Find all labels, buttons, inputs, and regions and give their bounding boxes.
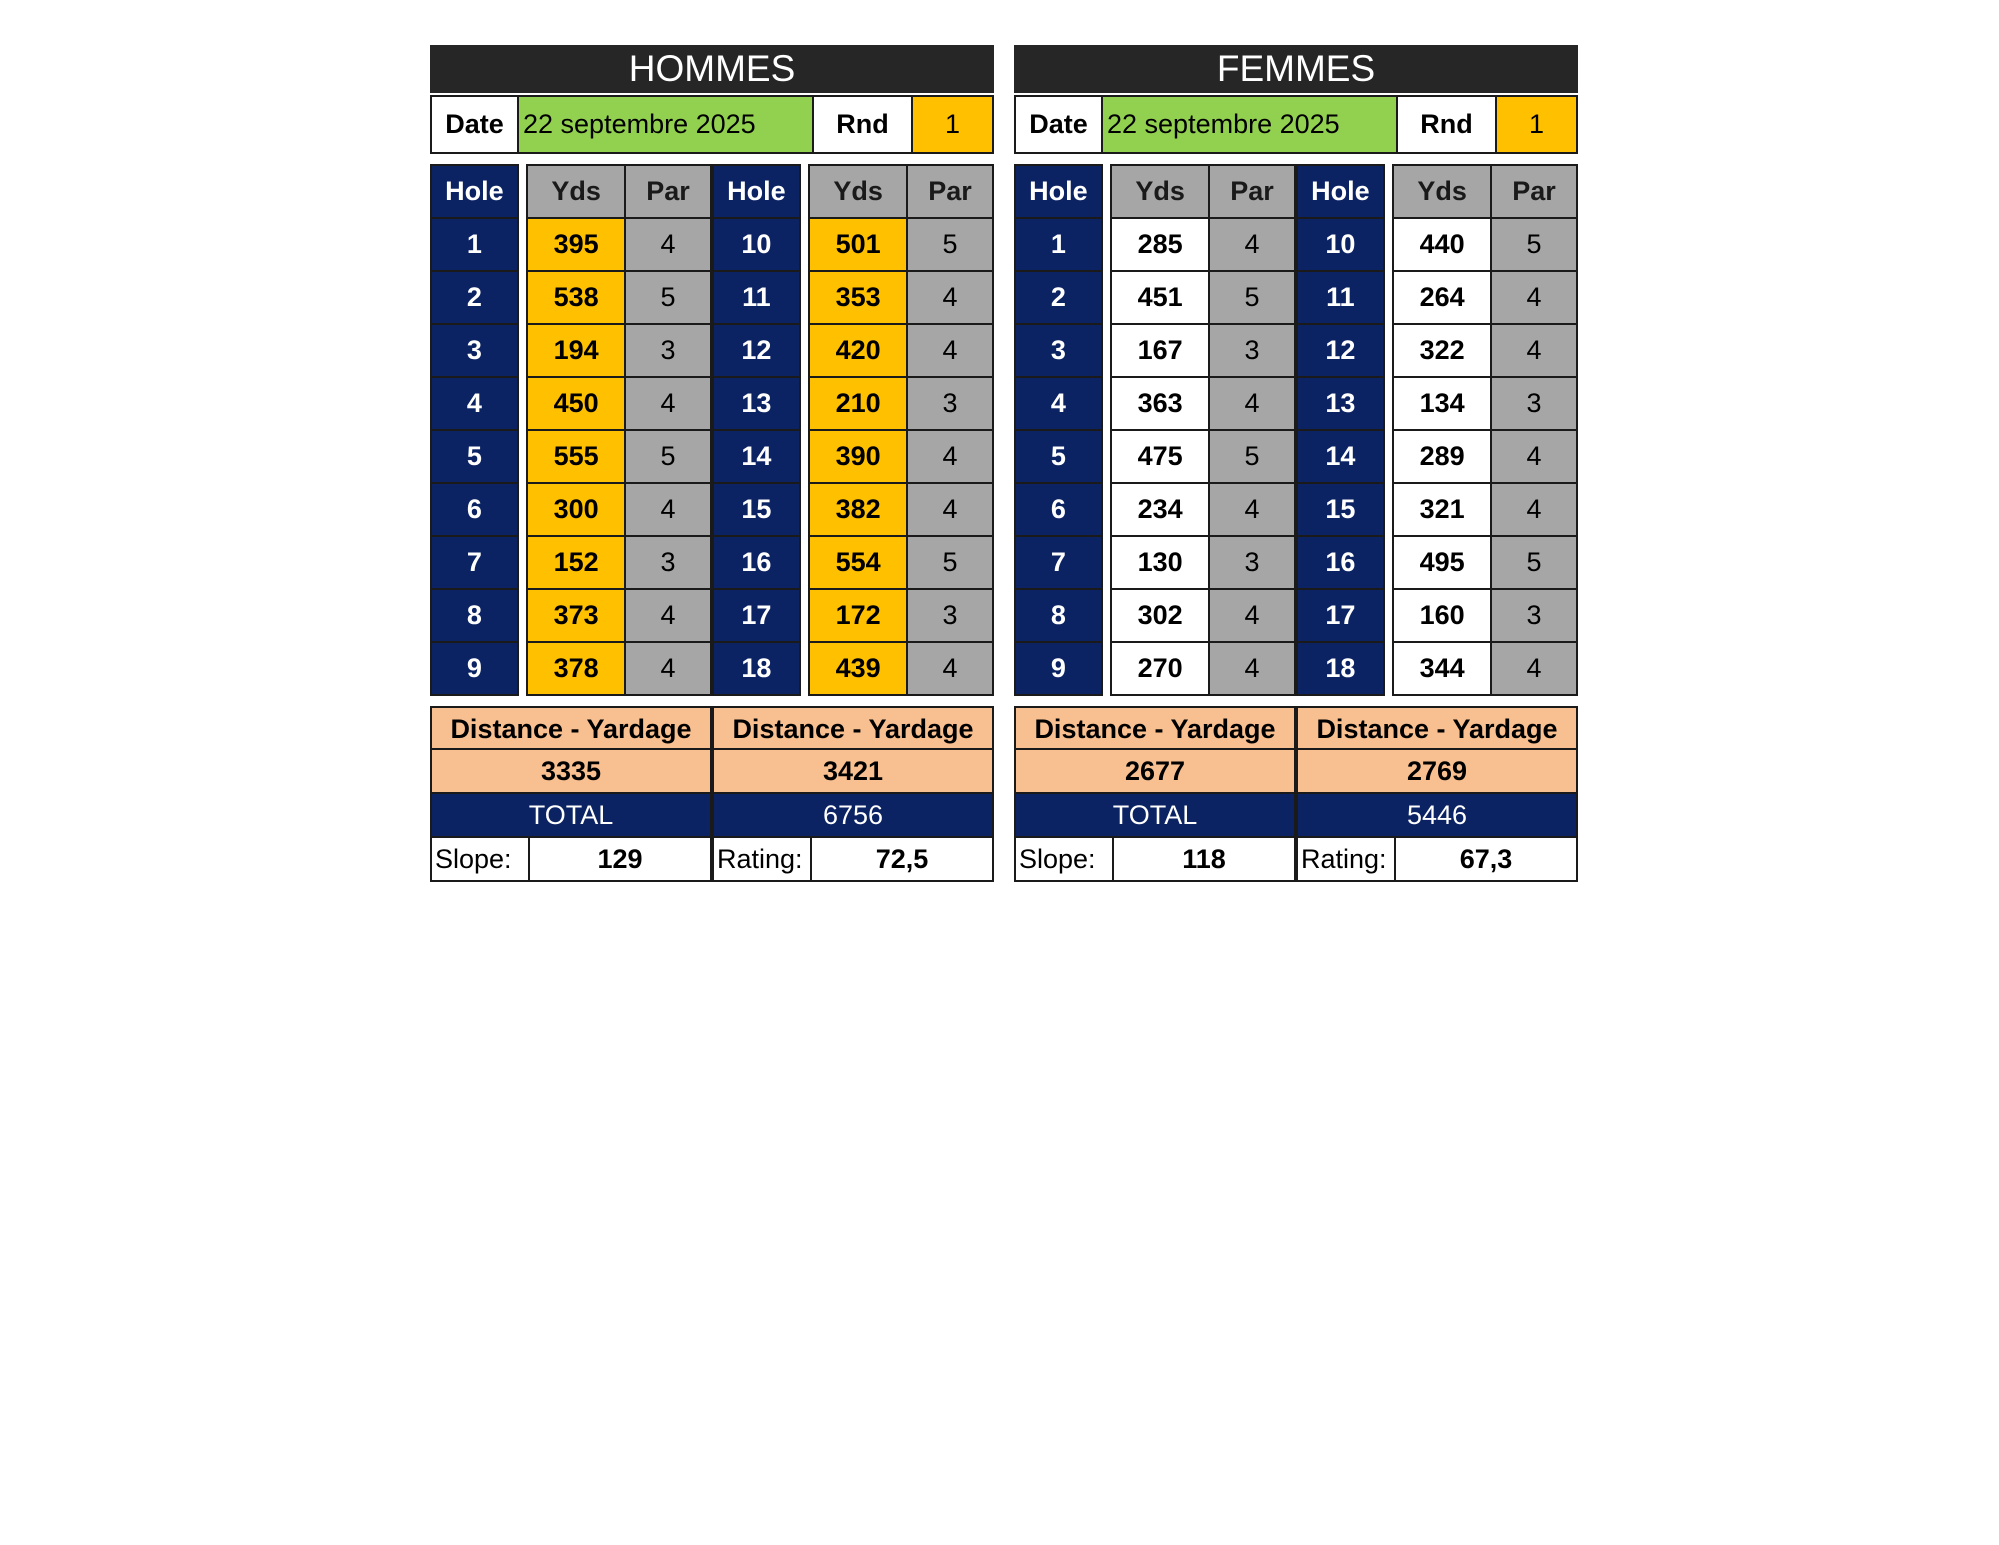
par-cell: 5 [1491,218,1577,271]
table-row [1015,324,1295,377]
yardage-cell: 440 [1393,218,1491,271]
men-date-label: Date [432,97,519,152]
par-cell: 5 [1209,430,1295,483]
yardage-cell: 554 [809,536,907,589]
par-cell: 4 [1209,483,1295,536]
table-row [1297,218,1577,271]
par-cell: 4 [1491,271,1577,324]
par-cell: 4 [625,589,711,642]
table-row [1015,536,1295,589]
rating-row [712,838,994,882]
yardage-cell: 167 [1111,324,1209,377]
yardage-cell: 475 [1111,430,1209,483]
par-cell: 4 [907,483,993,536]
par-cell: 4 [1209,377,1295,430]
total-value: 5446 [1296,794,1578,838]
women-holes [1014,164,1578,696]
hole-number: 11 [1297,271,1384,324]
distance-heading: Distance - Yardage [430,706,712,750]
par-cell: 5 [625,430,711,483]
hole-number: 4 [1015,377,1102,430]
yardage-cell: 322 [1393,324,1491,377]
women-back-nine-table [1296,164,1578,696]
par-cell: 4 [907,271,993,324]
hole-number: 17 [1297,589,1384,642]
women-title: FEMMES [1014,45,1578,93]
yardage-cell: 501 [809,218,907,271]
hole-number: 15 [1297,483,1384,536]
par-cell: 4 [1491,430,1577,483]
women-date-row [1014,95,1578,154]
slope-value: 118 [1182,844,1226,874]
hole-number: 2 [431,271,518,324]
hole-number: 7 [1015,536,1102,589]
hole-number: 15 [713,483,800,536]
slope-row [1014,838,1296,882]
yardage-cell: 264 [1393,271,1491,324]
yardage-cell: 450 [527,377,625,430]
table-header-row [1297,165,1577,218]
total-value: 6756 [712,794,994,838]
par-header: Par [907,165,993,218]
yds-header: Yds [1393,165,1491,218]
hole-number: 11 [713,271,800,324]
hole-number: 13 [713,377,800,430]
hole-number: 10 [713,218,800,271]
hole-number: 9 [1015,642,1102,695]
hole-header: Hole [431,165,518,218]
table-row [1297,377,1577,430]
yardage-cell: 439 [809,642,907,695]
table-row [1015,271,1295,324]
men-round-value: 1 [913,97,992,152]
table-row [713,589,993,642]
yardage-cell: 378 [527,642,625,695]
hole-number: 1 [1015,218,1102,271]
yardage-cell: 134 [1393,377,1491,430]
rating-label: Rating: [1298,838,1396,880]
yardage-cell: 451 [1111,271,1209,324]
hole-number: 2 [1015,271,1102,324]
par-cell: 3 [1491,377,1577,430]
yardage-cell: 270 [1111,642,1209,695]
par-header: Par [1209,165,1295,218]
table-row [1297,483,1577,536]
table-row [431,430,711,483]
par-header: Par [1491,165,1577,218]
yardage-cell: 234 [1111,483,1209,536]
men-title: HOMMES [430,45,994,93]
par-cell: 3 [1491,589,1577,642]
par-cell: 4 [1209,218,1295,271]
men-front-summary [430,706,712,882]
hole-number: 3 [1015,324,1102,377]
hole-header: Hole [713,165,800,218]
men-holes [430,164,994,696]
yardage-cell: 302 [1111,589,1209,642]
yardage-cell: 363 [1111,377,1209,430]
total-label: TOTAL [430,794,712,838]
hole-number: 13 [1297,377,1384,430]
men-back-summary [712,706,994,882]
par-cell: 3 [625,324,711,377]
table-row [713,324,993,377]
table-row [431,483,711,536]
women-round-value: 1 [1497,97,1576,152]
par-cell: 4 [1491,483,1577,536]
distance-heading: Distance - Yardage [1296,706,1578,750]
yds-header: Yds [527,165,625,218]
par-cell: 5 [1209,271,1295,324]
yardage-cell: 300 [527,483,625,536]
hole-number: 4 [431,377,518,430]
table-row [1015,483,1295,536]
table-header-row [431,165,711,218]
table-row [1015,642,1295,695]
table-row [713,483,993,536]
par-cell: 4 [625,483,711,536]
men-scorecard [430,45,994,882]
par-cell: 3 [907,377,993,430]
hole-number: 8 [1015,589,1102,642]
par-cell: 4 [1209,642,1295,695]
yardage-cell: 194 [527,324,625,377]
hole-number: 5 [431,430,518,483]
yardage-cell: 538 [527,271,625,324]
women-date-label: Date [1016,97,1103,152]
hole-number: 1 [431,218,518,271]
women-scorecard [1014,45,1578,882]
women-front-nine-table [1014,164,1296,696]
table-row [431,642,711,695]
yardage-cell: 382 [809,483,907,536]
rating-value: 72,5 [875,844,929,874]
hole-number: 5 [1015,430,1102,483]
hole-number: 14 [713,430,800,483]
front-distance: 2677 [1014,750,1296,794]
yardage-cell: 495 [1393,536,1491,589]
yardage-cell: 555 [527,430,625,483]
table-row [713,377,993,430]
yardage-cell: 321 [1393,483,1491,536]
hole-number: 14 [1297,430,1384,483]
hole-number: 18 [1297,642,1384,695]
distance-heading: Distance - Yardage [712,706,994,750]
par-cell: 3 [625,536,711,589]
table-row [1015,218,1295,271]
yardage-cell: 160 [1393,589,1491,642]
yardage-cell: 130 [1111,536,1209,589]
hole-number: 16 [1297,536,1384,589]
table-row [431,589,711,642]
yardage-cell: 289 [1393,430,1491,483]
women-totals [1014,706,1578,882]
men-date-value: 22 septembre 2025 [519,97,814,152]
back-distance: 3421 [712,750,994,794]
table-row [1297,536,1577,589]
men-back-nine-table [712,164,994,696]
table-row [713,536,993,589]
hole-number: 6 [431,483,518,536]
women-back-summary [1296,706,1578,882]
table-row [431,271,711,324]
hole-number: 9 [431,642,518,695]
par-cell: 4 [1491,642,1577,695]
table-row [1297,589,1577,642]
yardage-cell: 353 [809,271,907,324]
rating-label: Rating: [714,838,812,880]
hole-number: 10 [1297,218,1384,271]
table-row [1015,589,1295,642]
table-row [1297,430,1577,483]
rating-row [1296,838,1578,882]
par-cell: 4 [625,642,711,695]
table-row [431,536,711,589]
par-header: Par [625,165,711,218]
women-round-label: Rnd [1398,97,1497,152]
hole-number: 6 [1015,483,1102,536]
par-cell: 3 [1209,324,1295,377]
men-date-row [430,95,994,154]
slope-label: Slope: [1016,838,1114,880]
hole-number: 17 [713,589,800,642]
slope-value: 129 [597,844,643,874]
table-row [713,271,993,324]
hole-number: 12 [1297,324,1384,377]
yardage-cell: 390 [809,430,907,483]
par-cell: 5 [625,271,711,324]
women-front-summary [1014,706,1296,882]
table-row [1297,642,1577,695]
par-cell: 4 [1209,589,1295,642]
hole-number: 16 [713,536,800,589]
yardage-cell: 285 [1111,218,1209,271]
distance-heading: Distance - Yardage [1014,706,1296,750]
hole-number: 8 [431,589,518,642]
slope-label: Slope: [432,838,530,880]
hole-number: 18 [713,642,800,695]
par-cell: 4 [1491,324,1577,377]
hole-header: Hole [1297,165,1384,218]
yardage-cell: 344 [1393,642,1491,695]
hole-number: 12 [713,324,800,377]
total-label: TOTAL [1014,794,1296,838]
par-cell: 3 [907,589,993,642]
par-cell: 4 [625,218,711,271]
hole-header: Hole [1015,165,1102,218]
par-cell: 5 [1491,536,1577,589]
table-row [1015,430,1295,483]
table-row [1297,324,1577,377]
par-cell: 4 [625,377,711,430]
table-row [431,377,711,430]
par-cell: 4 [907,430,993,483]
table-header-row [1015,165,1295,218]
par-cell: 4 [907,642,993,695]
table-row [431,324,711,377]
table-header-row [713,165,993,218]
men-totals [430,706,994,882]
rating-value: 67,3 [1459,844,1513,874]
table-row [1015,377,1295,430]
hole-number: 7 [431,536,518,589]
men-round-label: Rnd [814,97,913,152]
back-distance: 2769 [1296,750,1578,794]
yds-header: Yds [1111,165,1209,218]
yardage-cell: 210 [809,377,907,430]
front-distance: 3335 [430,750,712,794]
table-row [1297,271,1577,324]
par-cell: 5 [907,218,993,271]
yardage-cell: 152 [527,536,625,589]
yds-header: Yds [809,165,907,218]
par-cell: 4 [907,324,993,377]
women-date-value: 22 septembre 2025 [1103,97,1398,152]
table-row [713,430,993,483]
par-cell: 5 [907,536,993,589]
slope-row [430,838,712,882]
yardage-cell: 395 [527,218,625,271]
table-row [431,218,711,271]
yardage-cell: 373 [527,589,625,642]
par-cell: 3 [1209,536,1295,589]
hole-number: 3 [431,324,518,377]
table-row [713,642,993,695]
yardage-cell: 172 [809,589,907,642]
men-front-nine-table [430,164,712,696]
table-row [713,218,993,271]
yardage-cell: 420 [809,324,907,377]
